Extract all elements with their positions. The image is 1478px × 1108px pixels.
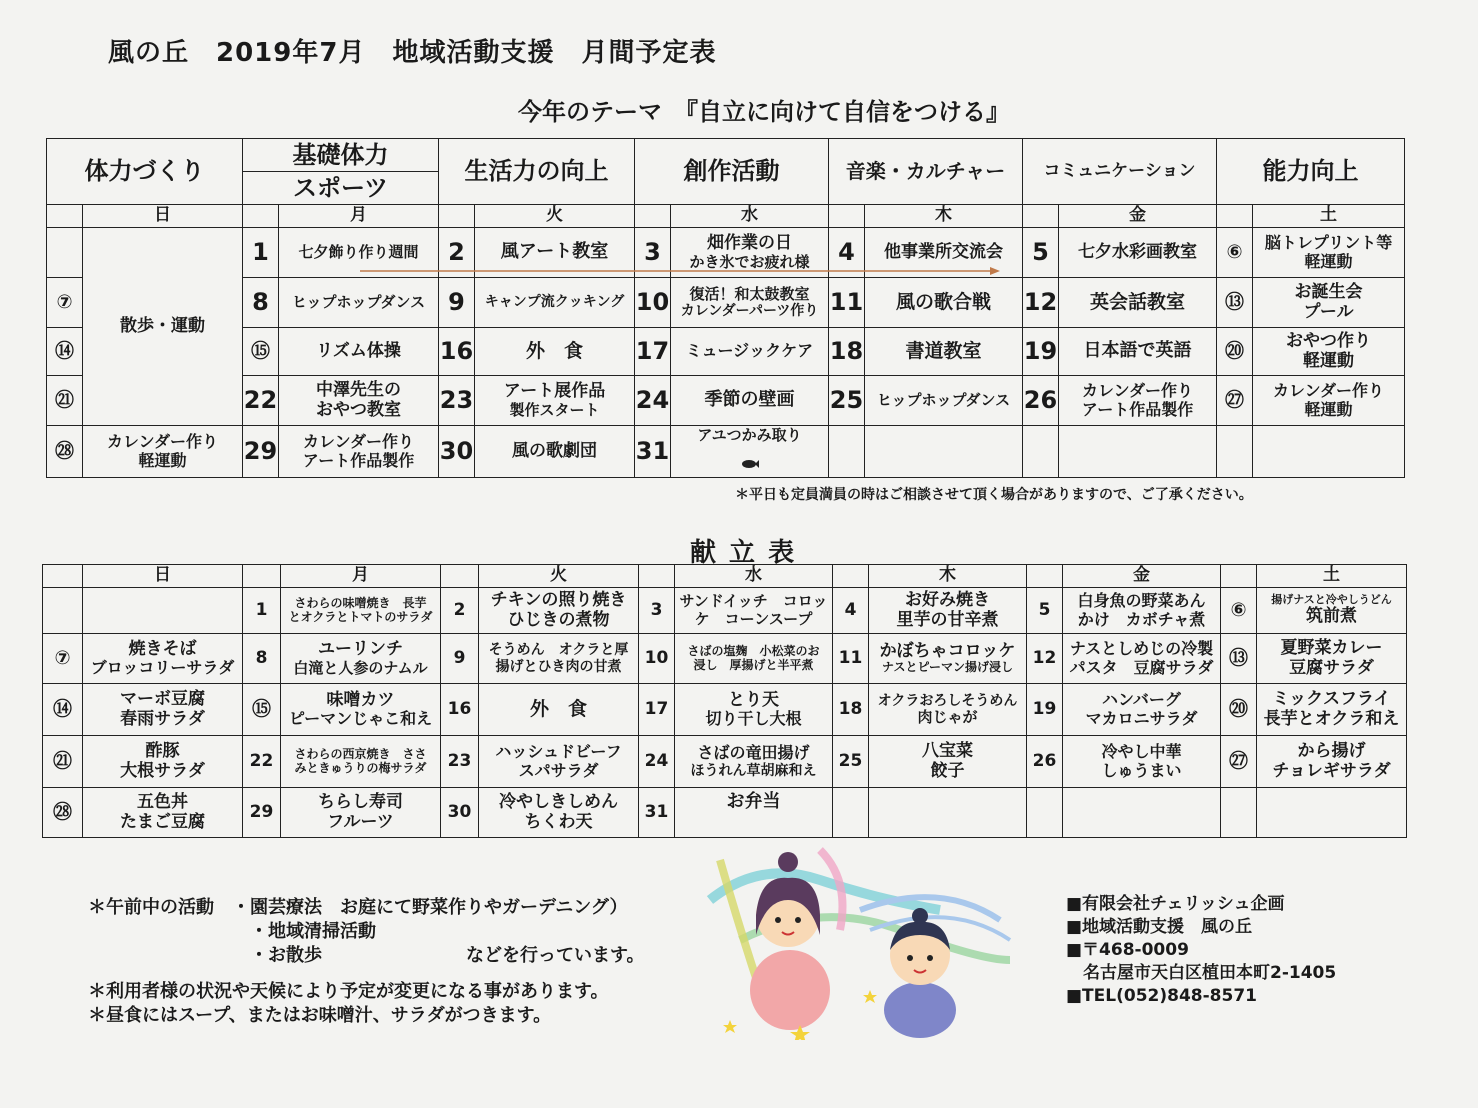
date-num: ⑬ <box>1221 634 1257 684</box>
menu-day-fri: 金 <box>1063 565 1221 588</box>
day-thu: 木 <box>865 205 1023 228</box>
menu-line: スパサラダ <box>518 760 599 780</box>
menu-item <box>281 736 441 788</box>
menu-item <box>281 788 441 838</box>
note-line: ＊昼食にはスープ、またはお味噌汁、サラダがつきます。 <box>88 1005 552 1026</box>
date-num: 10 <box>635 278 671 328</box>
activity: ミュージックケア <box>671 328 829 376</box>
menu-line: ほうれん草胡麻和え <box>690 762 817 779</box>
menu-line: ナスとしめじの冷製 <box>1069 639 1214 659</box>
menu-day-mon: 月 <box>281 565 441 588</box>
date-num: 31 <box>635 426 671 478</box>
menu-line: 里芋の甘辛煮 <box>896 609 999 630</box>
activity <box>1253 278 1405 328</box>
menu-line: 五色丼 <box>137 791 188 812</box>
date-num: 4 <box>829 228 865 278</box>
menu-line: ちらし寿司 <box>318 791 403 812</box>
activity: 季節の壁画 <box>671 376 829 426</box>
date-num: 10 <box>639 634 675 684</box>
schedule-week-5 <box>47 426 1405 478</box>
sun-walk-exercise: 散歩・運動 <box>83 228 243 426</box>
date-num: 24 <box>639 736 675 788</box>
date-num: 5 <box>1023 228 1059 278</box>
date-num: 9 <box>441 634 479 684</box>
tanabata-illustration-icon <box>700 840 1020 1040</box>
date-num: 18 <box>833 684 869 736</box>
menu-item <box>83 684 243 736</box>
date-num: 2 <box>441 588 479 634</box>
menu-line: 筑前煮 <box>1306 606 1357 627</box>
date-num: ⑬ <box>1217 278 1253 328</box>
date-num: 11 <box>833 634 869 684</box>
date-num: 22 <box>243 736 281 788</box>
activity: リズム体操 <box>279 328 439 376</box>
date-num: ⑦ <box>43 634 83 684</box>
activity: ヒップホップダンス <box>279 278 439 328</box>
activity <box>1253 328 1405 376</box>
date-num: 26 <box>1023 376 1059 426</box>
menu-line: 揚げとひき肉の甘煮 <box>495 658 622 675</box>
menu-item <box>479 634 639 684</box>
activity: キャンプ流クッキング <box>475 278 635 328</box>
theme-heading: 今年のテーマ 『自立に向けて自信をつける』 <box>518 98 1010 126</box>
date-num: 4 <box>833 588 869 634</box>
category-life-skills: 生活力の向上 <box>439 139 635 205</box>
day-sun: 日 <box>83 205 243 228</box>
menu-line: マカロニサラダ <box>1085 708 1198 728</box>
menu-line: 長芋とオクラ和え <box>1263 708 1400 729</box>
fish-icon <box>671 448 828 476</box>
menu-line: 白身魚の野菜あん <box>1077 591 1206 611</box>
menu-item <box>1063 588 1221 634</box>
menu-item <box>83 736 243 788</box>
date-num: 1 <box>243 228 279 278</box>
phone: ■TEL(052)848-8571 <box>1066 986 1257 1006</box>
date-num: 22 <box>243 376 279 426</box>
menu-line: パスタ 豆腐サラダ <box>1069 657 1214 677</box>
menu-item <box>1257 588 1407 634</box>
facility-name: ■地域活動支援 風の丘 <box>1066 917 1253 937</box>
day-tue: 火 <box>475 205 635 228</box>
date-num: 16 <box>439 328 475 376</box>
schedule-week-3 <box>47 328 1405 376</box>
date-num: 9 <box>439 278 475 328</box>
date-num: ⑮ <box>243 328 279 376</box>
date-num: ㉗ <box>1221 736 1257 788</box>
activity <box>279 426 439 478</box>
menu-day-header-row <box>43 565 1407 588</box>
date-num: 12 <box>1023 278 1059 328</box>
activity-line: アユつかみ取り <box>697 426 802 445</box>
date-num: 23 <box>439 376 475 426</box>
menu-item <box>1257 736 1407 788</box>
menu-line: さわらの味噌焼き 長芋 <box>294 595 427 610</box>
activity-line: アート作品製作 <box>302 450 415 470</box>
menu-line: お好み焼き <box>905 589 990 610</box>
date-num: ⑳ <box>1221 684 1257 736</box>
menu-item <box>479 788 639 838</box>
date-num: 29 <box>243 788 281 838</box>
category-physical: 体力づくり <box>47 139 243 205</box>
company-name: ■有限会社チェリッシュ企画 <box>1066 894 1285 914</box>
menu-line: ハッシュドビーフ <box>495 742 622 762</box>
category-music-culture: 音楽・カルチャー <box>829 139 1023 205</box>
menu-line: 酢豚 <box>145 740 180 761</box>
date-num: 3 <box>639 588 675 634</box>
activity-line: カレンダーパーツ作り <box>680 303 819 320</box>
activity-line: カレンダー作り <box>1082 381 1193 401</box>
menu-line: さばの竜田揚げ <box>697 743 810 763</box>
page-title: 風の丘 2019年7月 地域活動支援 月間予定表 <box>108 38 717 68</box>
menu-line: 豆腐サラダ <box>1289 657 1374 678</box>
menu-day-sat: 土 <box>1257 565 1407 588</box>
company-info <box>1066 893 1336 1008</box>
date-num: 8 <box>243 634 281 684</box>
activity-line: 中澤先生の <box>316 379 401 400</box>
activity <box>279 376 439 426</box>
menu-line: そうめん オクラと厚 <box>488 642 629 659</box>
menu-line: さわらの西京焼き ささ <box>294 746 427 761</box>
date-num: ⑦ <box>47 278 83 328</box>
activity-notes <box>88 896 645 1028</box>
menu-line: ピーマンじゃこ和え <box>288 709 433 729</box>
day-sat: 土 <box>1253 205 1405 228</box>
menu-item <box>1257 634 1407 684</box>
note-line: ・お散歩 などを行っています。 <box>88 945 645 966</box>
menu-line: サンドイッチ コロッ <box>679 592 828 611</box>
activity-line: 軽運動 <box>138 450 187 470</box>
menu-line: 夏野菜カレー <box>1280 637 1383 658</box>
menu-week-2 <box>43 634 1407 684</box>
date-num: 19 <box>1023 328 1059 376</box>
menu-item <box>869 736 1027 788</box>
menu-item <box>479 588 639 634</box>
menu-day-wed: 水 <box>675 565 833 588</box>
activity <box>1059 376 1217 426</box>
menu-item <box>869 634 1027 684</box>
date-num: 16 <box>441 684 479 736</box>
date-num: 24 <box>635 376 671 426</box>
activity-line: 製作スタート <box>509 400 600 419</box>
menu-item <box>281 684 441 736</box>
menu-item <box>1257 684 1407 736</box>
menu-line: ひじきの煮物 <box>507 609 610 630</box>
menu-item: 外 食 <box>479 684 639 736</box>
date-num: 3 <box>635 228 671 278</box>
menu-line: とり天 <box>728 689 779 710</box>
menu-item <box>479 736 639 788</box>
activity: 七夕水彩画教室 <box>1059 228 1217 278</box>
date-num: 26 <box>1027 736 1063 788</box>
menu-line: ケ コーンスープ <box>694 609 813 628</box>
date-num: ⑥ <box>1221 588 1257 634</box>
activity-line: カレンダー作り <box>107 432 218 452</box>
activity-line: かき氷でお疲れ様 <box>689 252 810 271</box>
activity: 書道教室 <box>865 328 1023 376</box>
menu-day-tue: 火 <box>479 565 639 588</box>
date-num: 31 <box>639 788 675 838</box>
date-num: 1 <box>243 588 281 634</box>
menu-line: フルーツ <box>327 811 394 832</box>
date-num: ㉘ <box>43 788 83 838</box>
menu-line: かぼちゃコロッケ <box>879 640 1016 661</box>
schedule-week-4 <box>47 376 1405 426</box>
menu-line: ハンバーグ <box>1102 690 1181 710</box>
menu-line: 切り干し大根 <box>705 709 802 729</box>
menu-item <box>1063 684 1221 736</box>
activity-line: 復活！和太鼓教室 <box>689 284 810 303</box>
menu-item <box>869 684 1027 736</box>
menu-line: チョレギサラダ <box>1272 760 1391 781</box>
menu-day-sun: 日 <box>83 565 243 588</box>
date-num: 8 <box>243 278 279 328</box>
menu-item <box>675 736 833 788</box>
menu-item <box>83 788 243 838</box>
day-header-row <box>47 205 1405 228</box>
menu-line: 春雨サラダ <box>120 708 205 729</box>
schedule-note: ＊平日も定員満員の時はご相談させて頂く場合がありますので、ご了承ください。 <box>735 487 1253 503</box>
date-num: 2 <box>439 228 475 278</box>
activity <box>671 278 829 328</box>
schedule-table <box>46 138 1405 478</box>
date-num: ⑮ <box>243 684 281 736</box>
date-num: 29 <box>243 426 279 478</box>
activity-line: お誕生会 <box>1294 281 1363 302</box>
menu-line: 肉じゃが <box>917 707 978 726</box>
menu-item <box>675 588 833 634</box>
activity: 七夕飾り作り週間 <box>279 228 439 278</box>
category-communication: コミュニケーション <box>1023 139 1217 205</box>
activity <box>1253 228 1405 278</box>
menu-item: お弁当 <box>675 788 833 838</box>
date-num: 5 <box>1027 588 1063 634</box>
activity-line: カレンダー作り <box>303 432 414 452</box>
menu-line: 浸し 厚揚げと半平煮 <box>693 657 814 672</box>
date-num: ⑥ <box>1217 228 1253 278</box>
date-num: 19 <box>1027 684 1063 736</box>
activity: 風の歌合戦 <box>865 278 1023 328</box>
activity: 英会話教室 <box>1059 278 1217 328</box>
menu-week-5 <box>43 788 1407 838</box>
schedule-week-2 <box>47 278 1405 328</box>
activity-line: 軽運動 <box>1304 399 1353 419</box>
menu-line: しゅうまい <box>1101 760 1182 780</box>
date-num: 12 <box>1027 634 1063 684</box>
category-basic-strength-top: 基礎体力 <box>292 141 389 169</box>
date-num: ㉘ <box>47 426 83 478</box>
activity: ヒップホップダンス <box>865 376 1023 426</box>
menu-line: 白滝と人参のナムル <box>293 658 428 677</box>
menu-line: とオクラとトマトのサラダ <box>288 609 433 624</box>
activity <box>671 426 829 478</box>
menu-line: 揚げナスと冷やしうどん <box>1271 593 1392 607</box>
activity: 風アート教室 <box>475 228 635 278</box>
menu-item <box>1063 736 1221 788</box>
date-num: 18 <box>829 328 865 376</box>
menu-table <box>42 564 1407 838</box>
activity-line: 脳トレプリント等 <box>1264 233 1393 253</box>
activity-line: おやつ作り <box>1286 330 1372 351</box>
date-num: ⑭ <box>47 328 83 376</box>
postal-code: ■〒468-0009 <box>1066 940 1189 960</box>
menu-line: 焼きそば <box>128 638 197 659</box>
category-basic-strength <box>243 139 439 205</box>
menu-line: から揚げ <box>1297 740 1366 761</box>
menu-item <box>869 588 1027 634</box>
activity-line: アート展作品 <box>503 381 606 402</box>
activity-line: カレンダー作り <box>1273 381 1384 401</box>
date-num: 25 <box>833 736 869 788</box>
date-num: 30 <box>439 426 475 478</box>
category-creative: 創作活動 <box>635 139 829 205</box>
activity <box>475 376 635 426</box>
note-line: ＊午前中の活動 ・園芸療法 お庭にて野菜作りやガーデニング） <box>88 897 628 918</box>
activity-line: 軽運動 <box>1304 251 1353 271</box>
menu-line: ナスとピーマン揚げ浸し <box>881 660 1014 675</box>
day-fri: 金 <box>1059 205 1217 228</box>
note-line: ・地域清掃活動 <box>88 921 376 942</box>
category-row <box>47 139 1405 205</box>
activity: 外 食 <box>475 328 635 376</box>
menu-line: マーボ豆腐 <box>120 688 205 709</box>
menu-line: さばの塩麹 小松菜のお <box>687 643 820 658</box>
menu-line: たまご豆腐 <box>120 811 205 832</box>
activity-line: プール <box>1303 301 1354 322</box>
category-ability: 能力向上 <box>1217 139 1405 205</box>
activity <box>83 426 243 478</box>
menu-line: 冷やし中華 <box>1101 742 1182 762</box>
menu-line: オクラおろしそうめん <box>877 692 1018 709</box>
menu-item <box>675 634 833 684</box>
menu-week-3 <box>43 684 1407 736</box>
menu-item <box>675 684 833 736</box>
menu-line: ミックスフライ <box>1272 688 1391 709</box>
menu-line: かけ カボチャ煮 <box>1077 609 1206 629</box>
menu-week-1 <box>43 588 1407 634</box>
menu-day-thu: 木 <box>869 565 1027 588</box>
date-num: ㉗ <box>1217 376 1253 426</box>
date-num: ⑭ <box>43 684 83 736</box>
note-line: ＊利用者様の状況や天候により予定が変更になる事があります。 <box>88 981 609 1002</box>
date-num: ⑳ <box>1217 328 1253 376</box>
date-num: ㉑ <box>43 736 83 788</box>
date-num: 23 <box>441 736 479 788</box>
activity-line: 畑作業の日 <box>707 233 792 254</box>
date-num: 17 <box>635 328 671 376</box>
menu-line: ちくわ天 <box>524 811 593 832</box>
date-num: 11 <box>829 278 865 328</box>
menu-item <box>83 634 243 684</box>
menu-title: 献 立 表 <box>690 538 797 568</box>
menu-item <box>1063 634 1221 684</box>
activity: 風の歌劇団 <box>475 426 635 478</box>
activity: 日本語で英語 <box>1059 328 1217 376</box>
menu-line: みときゅうりの梅サラダ <box>294 760 427 775</box>
date-num: 25 <box>829 376 865 426</box>
menu-line: 餃子 <box>930 760 965 781</box>
activity-line: アート作品製作 <box>1081 399 1194 419</box>
menu-line: 味噌カツ <box>326 689 395 710</box>
menu-line: 冷やしきしめん <box>499 791 618 812</box>
menu-week-4 <box>43 736 1407 788</box>
day-mon: 月 <box>279 205 439 228</box>
menu-line: ユーリンチ <box>318 639 403 660</box>
date-num: 30 <box>441 788 479 838</box>
address: 名古屋市天白区植田本町2-1405 <box>1066 963 1337 983</box>
tanabata-week-arrow <box>360 266 1000 276</box>
day-wed: 水 <box>671 205 829 228</box>
activity-line: おやつ教室 <box>316 399 401 420</box>
menu-line: 八宝菜 <box>922 740 973 761</box>
menu-line: チキンの照り焼き <box>490 589 627 610</box>
menu-item <box>281 588 441 634</box>
category-basic-strength-bottom: スポーツ <box>243 171 438 204</box>
activity: 他事業所交流会 <box>865 228 1023 278</box>
menu-line: 大根サラダ <box>120 760 205 781</box>
menu-line: ブロッコリーサラダ <box>90 658 235 678</box>
date-num: ㉑ <box>47 376 83 426</box>
menu-item <box>281 634 441 684</box>
activity <box>1253 376 1405 426</box>
date-num: 17 <box>639 684 675 736</box>
activity-line: 軽運動 <box>1303 350 1355 371</box>
